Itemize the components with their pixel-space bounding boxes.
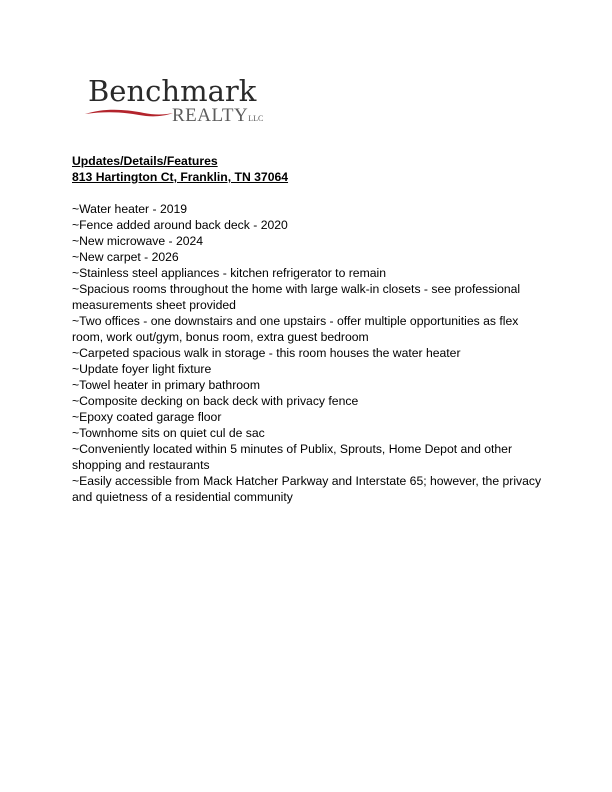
feature-item: ~Water heater - 2019 [72, 202, 188, 216]
document-body [72, 153, 552, 505]
feature-item: ~Easily accessible from Mack Hatcher Parkway and Interstate 65; however, the privacy and quietness of a residential community [72, 474, 542, 504]
logo-llc-text: LLC [248, 114, 264, 123]
feature-item: ~Towel heater in primary bathroom [72, 378, 260, 392]
feature-item: ~Epoxy coated garage floor [72, 410, 222, 424]
logo-swoosh-icon [84, 106, 174, 118]
company-logo [84, 74, 284, 130]
feature-item: ~Carpeted spacious walk in storage - this room houses the water heater [72, 346, 461, 360]
feature-item: ~Update foyer light fixture [72, 362, 212, 376]
logo-realty-text [172, 106, 263, 129]
document-heading: Updates/Details/Features [72, 154, 218, 168]
logo-sub-text: REALTY [172, 105, 249, 126]
feature-item: ~Townhome sits on quiet cul de sac [72, 426, 265, 440]
feature-item: ~Conveniently located within 5 minutes of Publix, Sprouts, Home Depot and other shopping and restaurants [72, 442, 513, 472]
spacer [72, 185, 552, 201]
logo-brand-text: Benchmark [88, 74, 257, 108]
feature-item: ~New carpet - 2026 [72, 250, 179, 264]
feature-item: ~New microwave - 2024 [72, 234, 204, 248]
feature-item: ~Spacious rooms throughout the home with large walk-in closets - see professional measurements sheet provided [72, 282, 521, 312]
feature-item: ~Stainless steel appliances - kitchen refrigerator to remain [72, 266, 386, 280]
feature-item: ~Composite decking on back deck with privacy fence [72, 394, 359, 408]
feature-list [72, 201, 552, 505]
property-address: 813 Hartington Ct, Franklin, TN 37064 [72, 170, 289, 184]
feature-item: ~Two offices - one downstairs and one upstairs - offer multiple opportunities as flex room, work out/gym, bonus room, extra guest bedroom [72, 314, 519, 344]
feature-item: ~Fence added around back deck - 2020 [72, 218, 288, 232]
